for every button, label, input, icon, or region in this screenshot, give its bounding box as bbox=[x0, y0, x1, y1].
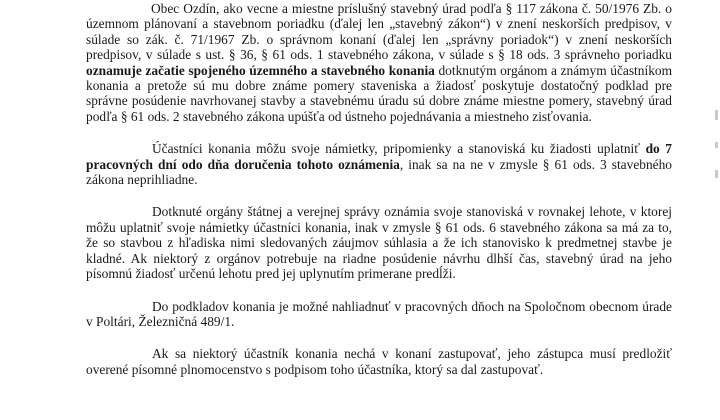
scan-edge-marks bbox=[712, 110, 720, 250]
scan-edge-mark bbox=[715, 170, 718, 178]
bold-notice-phrase: oznamuje začatie spojeného územného a stavebného konania bbox=[86, 62, 435, 78]
paragraph-text: Účastníci konania môžu svoje námietky, pripomienky a stanoviská ku žiadosti uplatniť bbox=[152, 141, 646, 157]
paragraph-objections-deadline bbox=[86, 141, 672, 187]
paragraph-authorities-statements: Dotknuté orgány štátnej a verejnej správy oznámia svoje stanoviská v rovnakej lehote, v ktorej môžu uplatniť svoje námietky účastníci konania, inak v zmysle § 61 ods. 6 stavebného zákona sa má za to, že so stavbou z hľadiska nimi sledovaných záujmov súhlasia a že ich stanovisko k predmetnej stavbe je kladné. Ak niektorý z orgánov potrebuje na riadne posúdenie návrhu dlhší čas, stavebný úrad na jeho písomnú žiadosť určenú lehotu pred jej uplynutím primerane predĺži. bbox=[86, 204, 672, 282]
paragraph-notice-intro bbox=[86, 1, 672, 124]
document-body bbox=[86, 1, 672, 377]
paragraph-inspection-of-documents: Do podkladov konania je možné nahliadnuť v pracovných dňoch na Spoločnom obecnom úrade v Poltári, Železničná 489/1. bbox=[86, 298, 672, 329]
scan-edge-mark bbox=[715, 110, 718, 120]
paragraph-text: Obec Ozdín, ako vecne a miestne príslušný stavebný úrad podľa § 117 zákona č. 50/1976 Zb. o územnom plánovaní a stavebnom poriadku (ďalej len „stavebný zákon“) v znení neskorších predpisov, v súlade so zák. č. 71/1967 Zb. o správnom konaní (ďalej len „správny poriadok“) v znení neskorších predpisov, v súlade s ust. § 36, § 61 ods. 1 stavebného zákona, v súlade s § 18 ods. 3 správneho poriadku bbox=[86, 1, 672, 63]
bold-deadline-phrase: do 7 pracovných dní odo dňa doručenia tohoto oznámenia bbox=[86, 141, 673, 172]
paragraph-text: , inak sa na ne v zmysle § 61 ods. 3 stavebného zákona neprihliadne. bbox=[86, 156, 672, 188]
scan-edge-mark bbox=[715, 142, 718, 148]
paragraph-representation: Ak sa niektorý účastník konania nechá v konaní zastupovať, jeho zástupca musí predložiť overené písomné plnomocenstvo s podpisom toho účastníka, ktorý sa dal zastupovať. bbox=[86, 346, 672, 377]
paragraph-text: dotknutým orgánom a známym účastníkom konania a pretože sú mu dobre známe pomery staveniska a žiadosť poskytuje dostatočný podklad pre správne posúdenie navrhovanej stavby a stavebnému úradu sú dobre známe miestne pomery, stavebný úrad podľa § 61 ods. 2 stavebného zákona upúšťa od ústneho pojednávania a miestneho zisťovania. bbox=[86, 62, 672, 124]
